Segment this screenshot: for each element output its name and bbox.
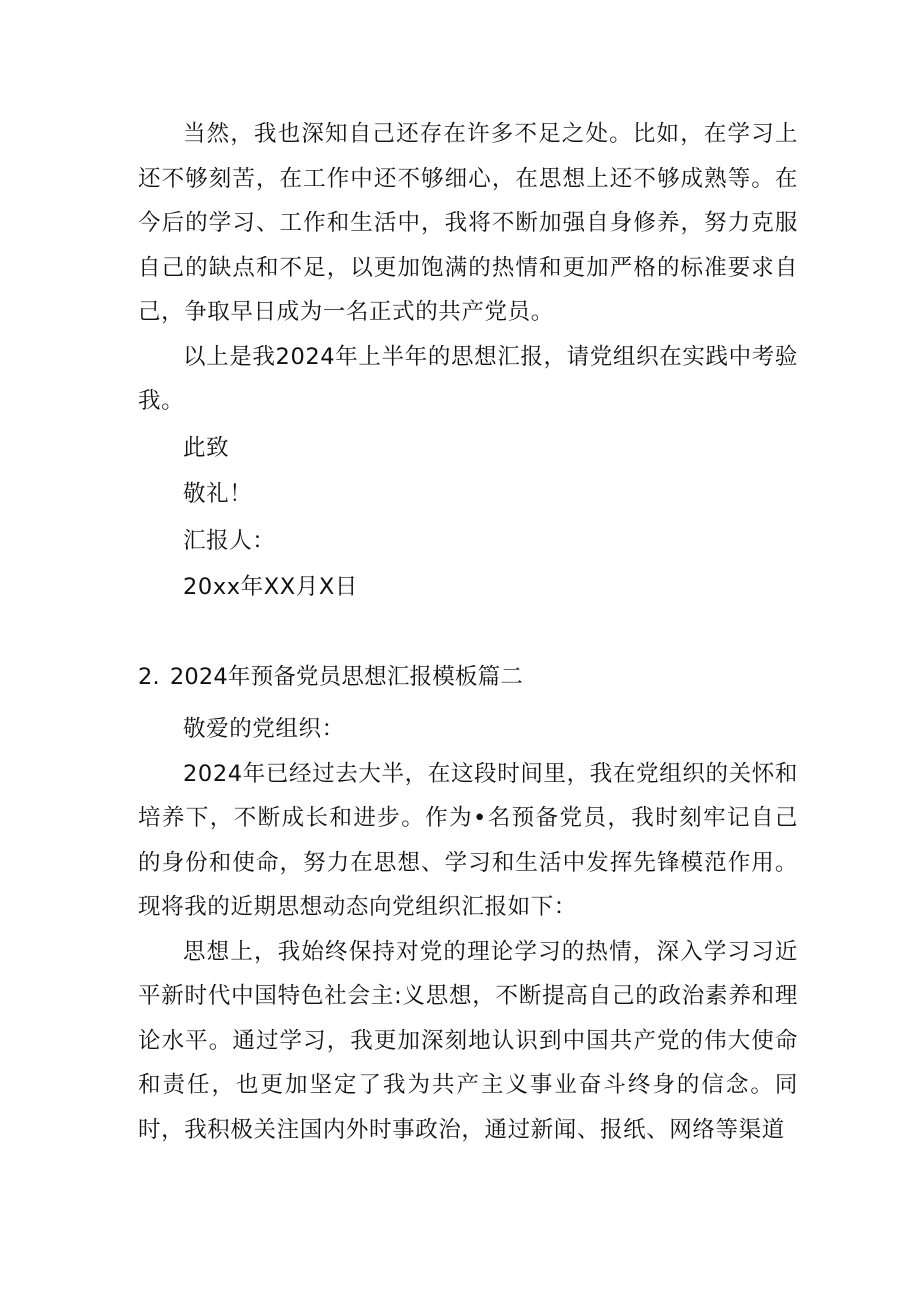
report-date: 20xx年XX月X日: [183, 574, 359, 600]
paragraph-intro: 2024年已经过去大半，在这段时间里，我在党组织的关怀和培养下，不断成长和进步。作为•名预备党员，我时刻牢记自己的身份和使命，努力在思想、学习和生活中发挥先锋模范作用。现将我的近期思想动态向党组织汇报如下：: [138, 760, 798, 920]
document-body: [138, 112, 798, 1152]
closing-regards: 敬礼！: [183, 481, 253, 507]
greeting-line: 敬爱的党组织：: [183, 716, 345, 742]
closing-salutation: 此致: [183, 434, 230, 461]
spacer: [138, 699, 798, 701]
section-title: 2024年预备党员思想汇报模板篇二: [169, 663, 524, 690]
paragraph-summary: 以上是我2024年上半年的思想汇报，请党组织在实践中考验我。: [138, 343, 798, 414]
reporter-label: 汇报人：: [183, 527, 276, 554]
section-heading: [138, 655, 798, 700]
section-spacer: [138, 610, 798, 655]
section-number: 2.: [138, 663, 160, 690]
paragraph-thought: 思想上，我始终保持对党的理论学习的热情，深入学习习近平新时代中国特色社会主:义思想，不断提高自己的政治素养和理论水平。通过学习，我更加深刻地认识到中国共产党的伟大使命和责任，也更加坚定了我为共产主义事业奋斗终身的信念。同时，我积极关注国内外时事政治，通过新闻、报纸、网络等渠道: [138, 938, 798, 1143]
paragraph-shortcomings: 当然，我也深知自己还存在许多不足之处。比如，在学习上还不够刻苦，在工作中还不够细心，在思想上还不够成熟等。在今后的学习、工作和生活中，我将不断加强自身修养，努力克服自己的缺点和不足，以更加饱满的热情和更加严格的标准要求自己，争取早日成为一名正式的共产党员。: [138, 121, 798, 325]
